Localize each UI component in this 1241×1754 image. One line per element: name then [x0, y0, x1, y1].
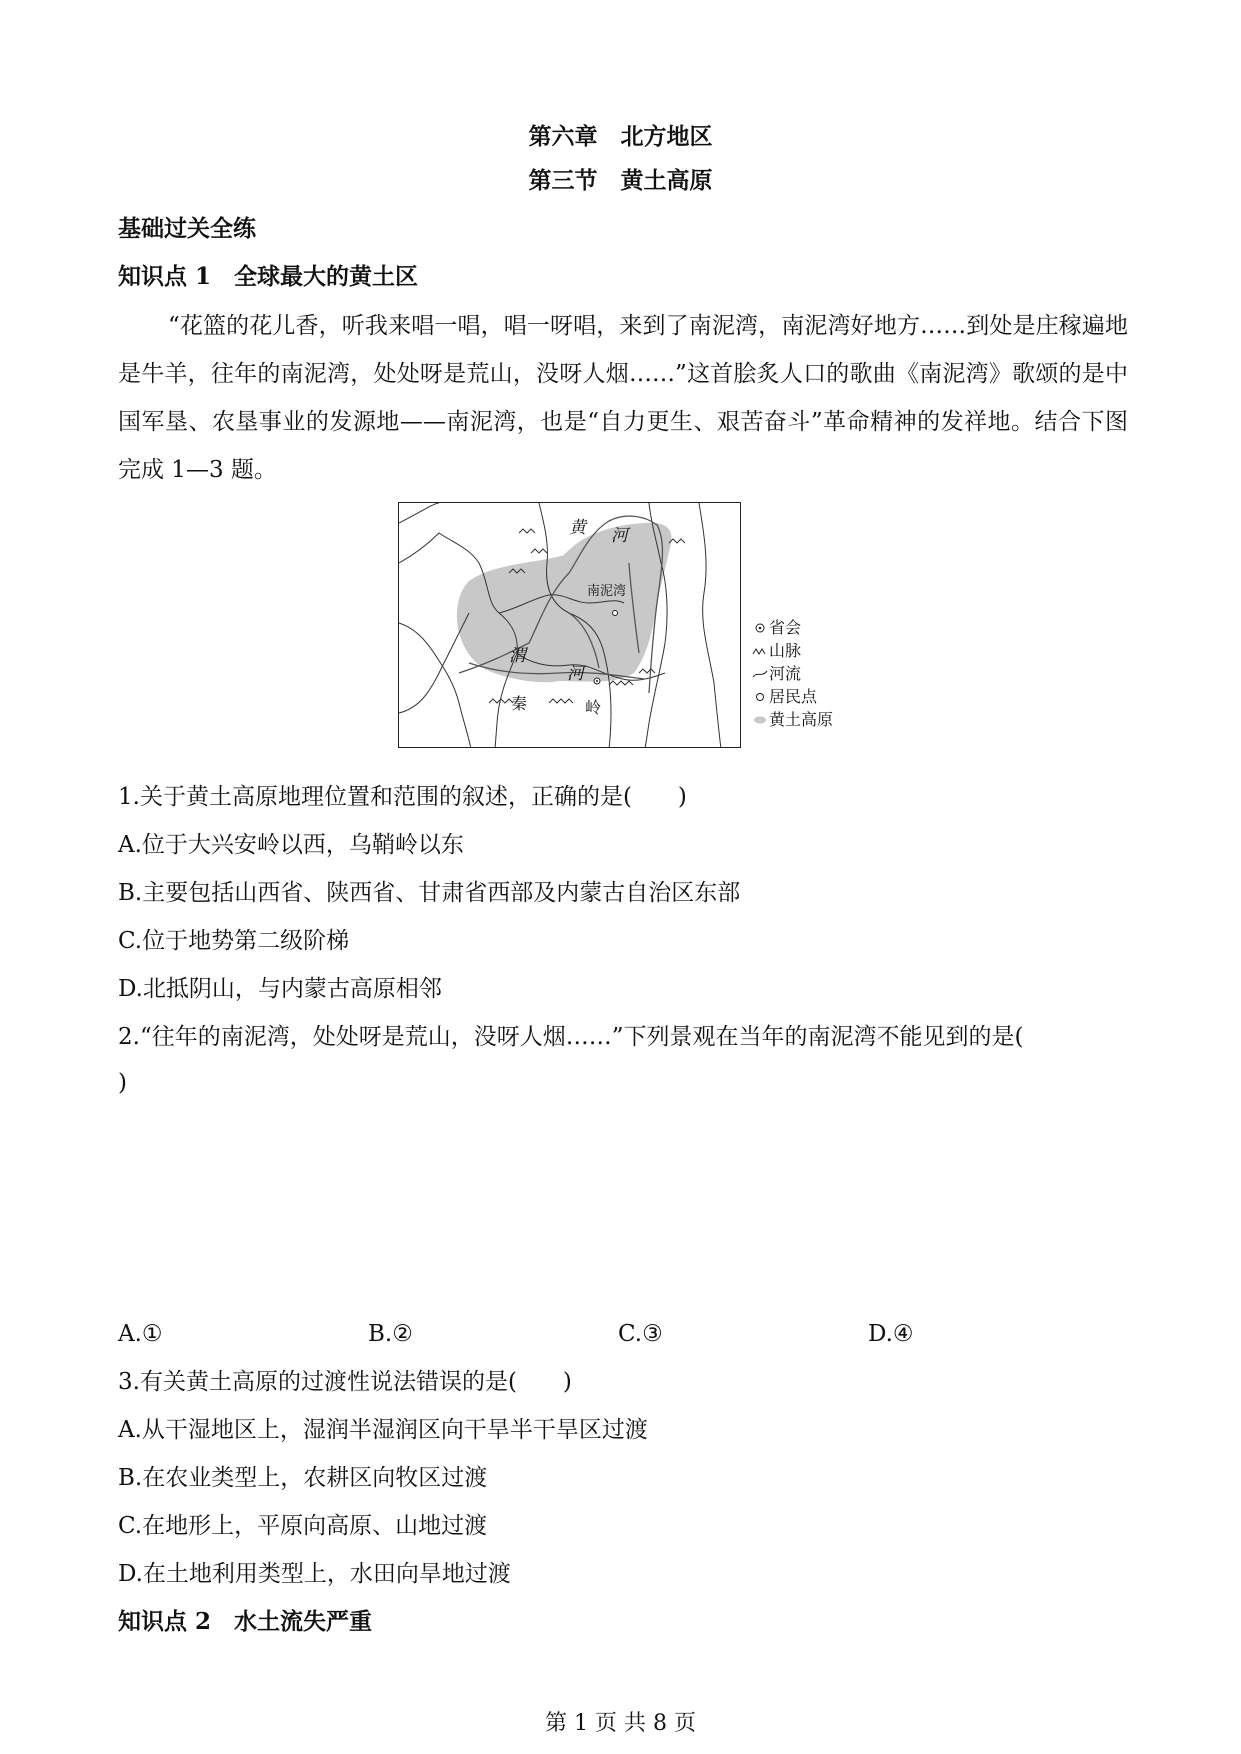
q1-option-c: C.位于地势第二级阶梯 — [118, 928, 350, 954]
q2-option-c: C.③ — [618, 1321, 663, 1347]
legend-label: 山脉 — [769, 641, 802, 660]
map-drawing — [399, 503, 741, 748]
map-legend — [751, 616, 833, 731]
map-label-he1: 河 — [611, 526, 628, 546]
loess-plateau-map — [398, 502, 741, 748]
legend-label: 省会 — [769, 618, 802, 637]
q2-option-b: B.② — [368, 1321, 413, 1347]
legend-label: 河流 — [769, 664, 802, 683]
practice-title: 基础过关全练 — [118, 215, 256, 242]
map-label-nanniwan: 南泥湾 — [587, 584, 627, 599]
settlement-icon — [751, 691, 769, 703]
intro-paragraph: “花篮的花儿香，听我来唱一唱，唱一呀唱，来到了南泥湾，南泥湾好地方……到处是庄稼遍地是牛羊，往年的南泥湾，处处呀是荒山，没呀人烟……”这首脍炙人口的歌曲《南泥湾》歌颂的是中国军垦、农垦事业的发源地——南泥湾，也是“自力更生、艰苦奋斗”革命精神的发祥地。结合下图完成 1—3 题。 — [118, 313, 1128, 483]
legend-item-river — [751, 662, 833, 685]
legend-item-mountain — [751, 639, 833, 662]
map-label-ling: 岭 — [585, 698, 602, 717]
nanniwan-marker — [613, 611, 618, 616]
legend-item-plateau — [751, 708, 833, 731]
plateau-area — [457, 523, 672, 683]
map-label-he2: 河 — [567, 664, 584, 684]
q1-option-a: A.位于大兴安岭以西，乌鞘岭以东 — [118, 832, 464, 858]
map-label-huang: 黄 — [569, 518, 586, 538]
knowledge-point-1: 知识点 1 全球最大的黄土区 — [118, 263, 419, 290]
q3-option-c: C.在地形上，平原向高原、山地过渡 — [118, 1513, 488, 1539]
q1-stem: 1.关于黄土高原地理位置和范围的叙述，正确的是( ) — [118, 784, 687, 810]
q1-option-d: D.北抵阴山，与内蒙古高原相邻 — [118, 976, 442, 1002]
legend-item-capital — [751, 616, 833, 639]
q3-option-d: D.在土地利用类型上，水田向旱地过渡 — [118, 1561, 511, 1587]
legend-item-settlement — [751, 685, 833, 708]
capital-icon — [751, 622, 769, 634]
legend-label: 居民点 — [769, 687, 818, 706]
plateau-icon — [751, 715, 769, 725]
q2-option-a: A.① — [118, 1321, 163, 1347]
river-icon — [751, 669, 769, 679]
q2-stem-end: ) — [118, 1070, 127, 1096]
q1-option-b: B.主要包括山西省、陕西省、甘肃省西部及内蒙古自治区东部 — [118, 880, 741, 906]
mountain-icon — [751, 646, 769, 656]
legend-label: 黄土高原 — [769, 710, 834, 729]
q3-option-b: B.在农业类型上，农耕区向牧区过渡 — [118, 1465, 488, 1491]
q3-stem: 3.有关黄土高原的过渡性说法错误的是( ) — [118, 1369, 572, 1395]
chapter-title: 第六章 北方地区 — [528, 123, 713, 150]
q2-option-d: D.④ — [868, 1321, 914, 1347]
q2-stem: 2.“往年的南泥湾，处处呀是荒山，没呀人烟……”下列景观在当年的南泥湾不能见到的是( — [118, 1024, 1024, 1050]
map-label-wei: 渭 — [509, 646, 526, 666]
page-footer: 第 1 页 共 8 页 — [545, 1711, 696, 1736]
q3-option-a: A.从干湿地区上，湿润半湿润区向干旱半干旱区过渡 — [118, 1417, 648, 1443]
knowledge-point-2: 知识点 2 水土流失严重 — [118, 1608, 373, 1635]
map-label-qin: 秦 — [511, 694, 528, 713]
section-title: 第三节 黄土高原 — [528, 167, 713, 194]
